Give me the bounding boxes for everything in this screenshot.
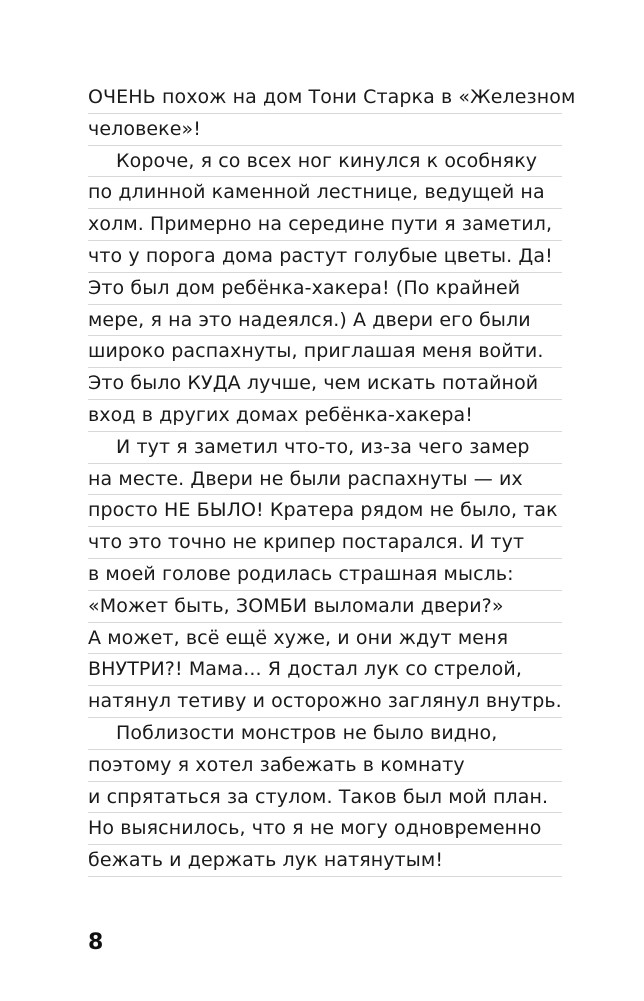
text-line: Это был дом ребёнка-хакера! (По крайней — [88, 273, 562, 305]
text-line: бежать и держать лук натянутым! — [88, 845, 562, 877]
text-line: на месте. Двери не были распахнуты — их — [88, 464, 562, 496]
text-line: «Может быть, ЗОМБИ выломали двери?» — [88, 591, 562, 623]
text-line: в моей голове родилась страшная мысль: — [88, 559, 562, 591]
text-line: поэтому я хотел забежать в комнату — [88, 750, 562, 782]
text-line: Но выяснилось, что я не могу одновременно — [88, 813, 562, 845]
text-line: натянул тетиву и осторожно заглянул внутрь. — [88, 686, 562, 718]
text-line: Это было КУДА лучше, чем искать потайной — [88, 368, 562, 400]
text-line: человеке»! — [88, 114, 562, 146]
page-number: 8 — [88, 930, 104, 955]
text-line: широко распахнуты, приглашая меня войти. — [88, 336, 562, 368]
page-body-text — [88, 82, 576, 877]
text-line: Короче, я со всех ног кинулся к особняку — [88, 146, 562, 178]
text-line: что это точно не крипер постарался. И тут — [88, 527, 562, 559]
text-line: А может, всё ещё хуже, и они ждут меня — [88, 623, 562, 655]
text-line: вход в других домах ребёнка-хакера! — [88, 400, 562, 432]
text-line: просто НЕ БЫЛО! Кратера рядом не было, так — [88, 495, 562, 527]
text-line: ВНУТРИ?! Мама... Я достал лук со стрелой, — [88, 654, 562, 686]
text-line: ОЧЕНЬ похож на дом Тони Старка в «Железном — [88, 82, 562, 114]
text-line: мере, я на это надеялся.) А двери его были — [88, 305, 562, 337]
text-line: холм. Примерно на середине пути я заметил, — [88, 209, 562, 241]
text-line: что у порога дома растут голубые цветы. Да! — [88, 241, 562, 273]
text-line: по длинной каменной лестнице, ведущей на — [88, 177, 562, 209]
text-line: и спрятаться за стулом. Таков был мой план. — [88, 782, 562, 814]
text-line: И тут я заметил что-то, из-за чего замер — [88, 432, 562, 464]
text-line: Поблизости монстров не было видно, — [88, 718, 562, 750]
